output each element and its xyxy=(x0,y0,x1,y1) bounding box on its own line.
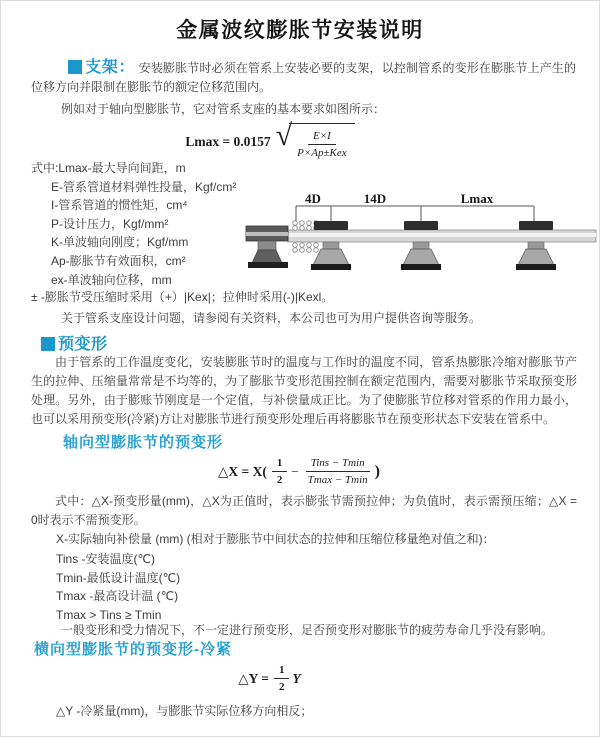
pipe-support-diagram xyxy=(244,193,600,285)
formula-dy-num: 1 xyxy=(274,663,290,679)
formula-dy-rhs: Y xyxy=(292,670,301,686)
formula-dx-half-den: 2 xyxy=(276,474,283,487)
radical-sign: √ xyxy=(275,119,293,152)
def-ap: Ap-膨胀节有效面积，cm² xyxy=(51,253,186,268)
pm-definition-line: ± -膨胀节受压缩时采用（+）|Kex|；拉伸时采用(-)|Kexl。 xyxy=(31,290,334,304)
sqrt-expression xyxy=(275,119,355,161)
temp-line-tmax: Tmax -最高设计温 (℃) xyxy=(56,589,179,603)
dim-label-4d: 4D xyxy=(305,193,321,206)
support-example-line: 例如对于轴向型膨胀节，它对管系支座的基本要求如图所示： xyxy=(61,102,386,116)
dim-label-14d: 14D xyxy=(363,193,387,206)
lateral-subtitle: 横向型膨胀节的预变形-冷紧 xyxy=(34,641,232,658)
axial-explain-paragraph: 式中：△X-预变形量(mm)，△X为正值时，表示膨张节需预拉伸；为负值时，表示需预压缩；△X = 0时表示不需预变形。 xyxy=(31,494,577,527)
axial-note-line: 一般变形和受力情况下，不一定进行预变形，足否预变形对膨胀节的疲劳寿命几乎没有影响。 xyxy=(61,623,554,637)
def-lmax: 式中:Lmax-最大导向间距，m xyxy=(31,161,186,175)
formula-dx-rhs: ) xyxy=(374,462,380,480)
formula-dy-lhs: △Y = xyxy=(238,670,269,686)
formula-lmax-numerator: E×I xyxy=(308,129,336,145)
section-bullet-icon xyxy=(41,337,55,351)
support-body-text: 安装膨胀节时必须在管系上安装必要的支架，以控制管系的变形在膨胀节上产生的位移方向并限制在膨胀节的额定位移范围内。 xyxy=(31,61,576,94)
section-bullet-icon xyxy=(68,60,82,74)
dim-label-lmax: Lmax xyxy=(460,193,494,206)
support-note-line: 关于管系支座设计问题，请参阅有关资料，本公司也可为用户提供咨询等服务。 xyxy=(61,311,482,325)
lateral-explain-line: △Y -冷紧量(mm)，与膨胀节实际位移方向相反； xyxy=(56,704,313,718)
def-i: I-管系管道的惯性矩，cm⁴ xyxy=(51,198,188,213)
formula-dx-temp-num: Tins − Tmin xyxy=(306,456,370,472)
guide-support-3 xyxy=(516,221,556,270)
formula-lmax-lhs: Lmax = 0.0157 xyxy=(185,133,271,149)
temp-line-tmin: Tmin-最低设计温度(℃) xyxy=(56,570,181,585)
support-section-heading xyxy=(68,59,135,76)
minus-sign: − xyxy=(291,463,299,479)
symbol-definitions xyxy=(31,159,236,289)
predeform-heading-label: 预变形 xyxy=(58,336,108,353)
formula-lmax-denominator: P×Ap±Kex xyxy=(297,147,347,160)
temp-line-inequality: Tmax > Tins ≥ Tmin xyxy=(56,607,162,622)
support-heading-label: 支架： xyxy=(85,59,136,76)
formula-delta-y xyxy=(0,663,571,695)
formula-dy-den: 2 xyxy=(278,681,285,694)
formula-lmax xyxy=(0,119,569,161)
def-ex: ex-单波轴向位移，mm xyxy=(51,272,172,287)
fixed-anchor xyxy=(246,226,288,268)
page-title: 金属波纹膨胀节安装说明 xyxy=(176,19,424,42)
temp-line-tins: Tins -安装温度(℃) xyxy=(56,552,156,566)
def-k: K-单波轴向刚度；Kgf/mm xyxy=(51,235,189,250)
guide-support-2 xyxy=(401,221,441,270)
axial-x-definition: X-实际轴向补偿量 (mm) (相对于膨胀节中间状态的拉伸和压缩位移量绝对值之和)： xyxy=(56,532,495,546)
predeform-section-heading xyxy=(41,331,108,354)
pipe xyxy=(288,230,596,242)
def-p: P-设计压力，Kgf/mm² xyxy=(51,216,169,231)
formula-dx-lhs: △X = X( xyxy=(218,463,267,479)
axial-subtitle: 轴向型膨胀节的预变形 xyxy=(63,434,224,451)
def-e: E-管系管道材料弹性投量，Kgf/cm² xyxy=(51,179,237,194)
predeform-paragraph: 由于管系的工作温度变化，安装膨胀节时的温度与工作时的温度不同，管系热膨胀冷缩对膨胀节产生的拉伸、压缩量常常是不均等的，为了膨胀节变形范围控制在额定范围内，需要对膨胀节采取预变形处理。另外，由于膨账节刚度是一个定值，与补偿量成正比。为了使膨胀节位移对管系的作用力最小，也可以采用预变形(冷紧)方让对膨胀节进行预变形处理后再将膨胀节在预变形状态下安装在管系中。 xyxy=(31,355,577,426)
formula-dx-half-num: 1 xyxy=(272,456,288,472)
formula-delta-x xyxy=(1,456,599,488)
support-paragraph xyxy=(31,58,576,97)
temperature-definitions xyxy=(56,550,180,624)
formula-dx-temp-den: Tmax − Tmin xyxy=(307,474,368,487)
